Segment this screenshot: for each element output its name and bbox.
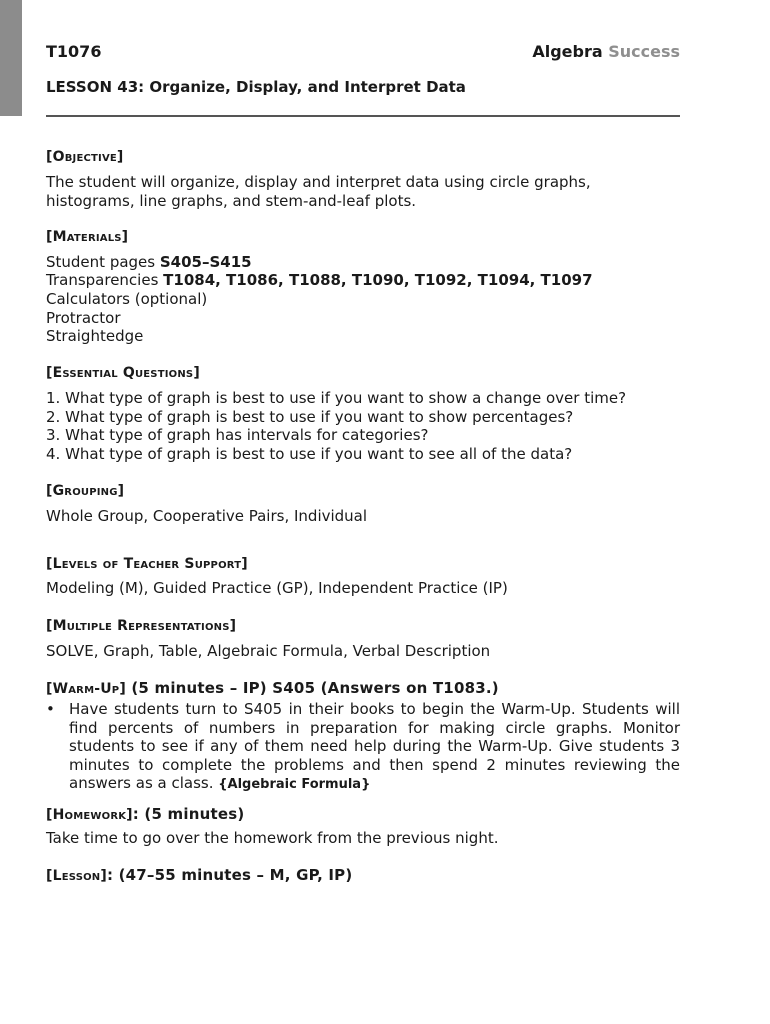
transparencies-value: T1084, T1086, T1088, T1090, T1092, T1094, T1097: [163, 271, 593, 289]
lesson-heading-label: [Lesson]: [46, 868, 107, 884]
representations-text: SOLVE, Graph, Table, Algebraic Formula, Verbal Description: [46, 642, 491, 660]
grouping-text: Whole Group, Cooperative Pairs, Individual: [46, 507, 368, 525]
lesson-heading: [46, 866, 352, 884]
student-pages-label: Student pages: [46, 253, 160, 271]
warmup-text: Have students turn to S405 in their books to begin the Warm-Up. Students will find percents of numbers in preparation for making circle graphs. Monitor students to see if any of them need help during the Warm-Up. Give students 3 minutes to complete the problems and then spend 2 minutes reviewing the answers as a class.: [69, 700, 680, 793]
grouping-heading: [Grouping]: [46, 483, 125, 499]
warmup-heading: [46, 679, 499, 697]
homework-heading-label: [Homework]: [46, 807, 133, 823]
materials-item: Calculators (optional): [46, 290, 208, 308]
essential-question: 3. What type of graph has intervals for categories?: [46, 426, 429, 444]
essential-question: 1. What type of graph is best to use if you want to show a change over time?: [46, 389, 627, 407]
materials-transparencies: [46, 271, 593, 290]
essential-questions-heading: [Essential Questions]: [46, 365, 200, 381]
page-header: [46, 42, 680, 64]
homework-heading: [46, 805, 244, 823]
materials-item: Straightedge: [46, 327, 144, 345]
warmup-heading-detail: (5 minutes – IP) S405 (Answers on T1083.): [125, 679, 499, 697]
transparencies-label: Transparencies: [46, 271, 164, 289]
lesson-heading-detail: : (47–55 minutes – M, GP, IP): [106, 866, 353, 884]
essential-question: 2. What type of graph is best to use if you want to show percentages?: [46, 408, 574, 426]
lesson-code: T1076: [46, 42, 102, 61]
objective-heading: [Objective]: [46, 149, 124, 165]
bullet-icon: •: [46, 700, 55, 718]
warmup-heading-label: [Warm-Up]: [46, 681, 126, 697]
brand-title: [532, 42, 680, 61]
homework-text: Take time to go over the homework from the previous night.: [46, 829, 499, 847]
essential-question: 4. What type of graph is best to use if you want to see all of the data?: [46, 445, 573, 463]
brand-accent: Success: [608, 42, 680, 61]
objective-text: The student will organize, display and interpret data using circle graphs, histograms, line graphs, and stem-and-leaf plots.: [46, 173, 591, 210]
materials-student-pages: [46, 253, 252, 272]
materials-item: Protractor: [46, 309, 121, 327]
list-item: [46, 700, 680, 795]
brand-main: Algebra: [532, 42, 603, 61]
warmup-list: [46, 700, 680, 795]
representations-heading: [Multiple Representations]: [46, 618, 237, 634]
levels-heading: [Levels of Teacher Support]: [46, 556, 248, 572]
levels-text: Modeling (M), Guided Practice (GP), Independent Practice (IP): [46, 579, 508, 597]
page-edge-tab: [0, 0, 22, 116]
homework-heading-detail: : (5 minutes): [132, 805, 245, 823]
student-pages-value: S405–S415: [159, 253, 252, 271]
lesson-title: LESSON 43: Organize, Display, and Interpret Data: [46, 78, 466, 96]
header-divider: [46, 115, 680, 117]
materials-heading: [Materials]: [46, 229, 129, 245]
warmup-representation-tag: {Algebraic Formula}: [218, 777, 371, 793]
